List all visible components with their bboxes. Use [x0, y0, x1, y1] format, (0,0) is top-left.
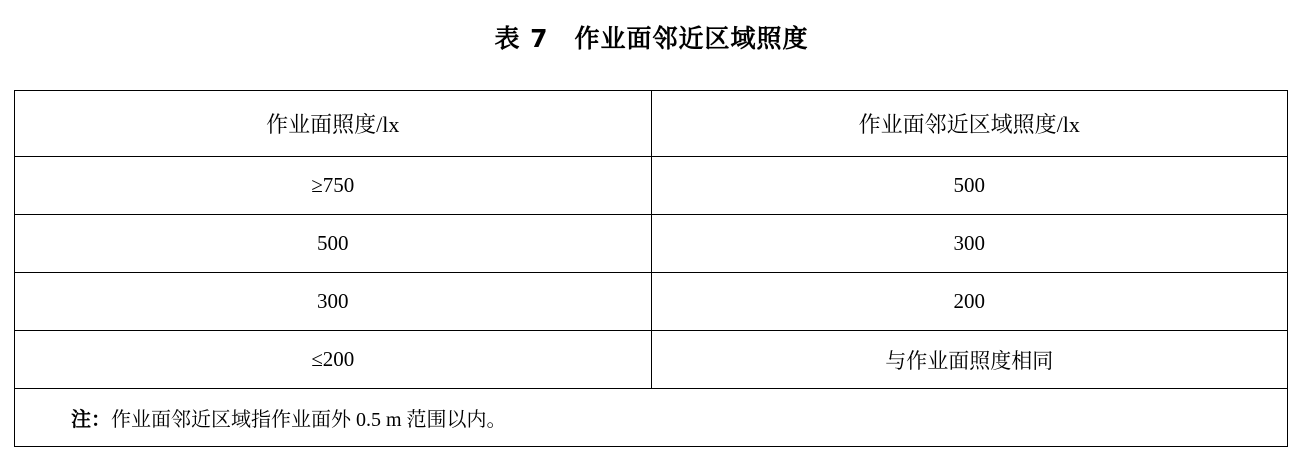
table-note-label: 注： — [71, 409, 111, 431]
table-row — [15, 157, 1288, 215]
table-container — [14, 90, 1288, 447]
cell-adjacent-area — [651, 215, 1288, 273]
cell-value: 200 — [953, 289, 985, 313]
table-row — [15, 215, 1288, 273]
table-row — [15, 331, 1288, 389]
column-header-work-plane — [15, 91, 652, 157]
table-title: 表 7 作业面邻近区域照度 — [494, 24, 809, 53]
cell-value: ≥750 — [311, 173, 355, 197]
cell-value: 500 — [317, 231, 349, 255]
cell-value: 300 — [953, 231, 985, 255]
table-note-row — [15, 389, 1288, 447]
cell-work-plane — [15, 215, 652, 273]
cell-value: 与作业面照度相同 — [885, 348, 1054, 373]
cell-value: 300 — [317, 289, 349, 313]
cell-work-plane — [15, 331, 652, 389]
cell-value: ≤200 — [311, 347, 355, 371]
column-header-work-plane-label: 作业面照度/lx — [266, 112, 400, 137]
table-note-cell — [15, 389, 1288, 447]
cell-adjacent-area — [651, 157, 1288, 215]
cell-work-plane — [15, 157, 652, 215]
table-header-row — [15, 91, 1288, 157]
illuminance-table — [14, 90, 1288, 447]
column-header-adjacent-area — [651, 91, 1288, 157]
column-header-adjacent-area-label: 作业面邻近区域照度/lx — [858, 112, 1080, 137]
cell-adjacent-area — [651, 331, 1288, 389]
cell-value: 500 — [953, 173, 985, 197]
table-row — [15, 273, 1288, 331]
table-note-text: 作业面邻近区域指作业面外 0.5 m 范围以内。 — [111, 409, 507, 431]
cell-adjacent-area — [651, 273, 1288, 331]
cell-work-plane — [15, 273, 652, 331]
